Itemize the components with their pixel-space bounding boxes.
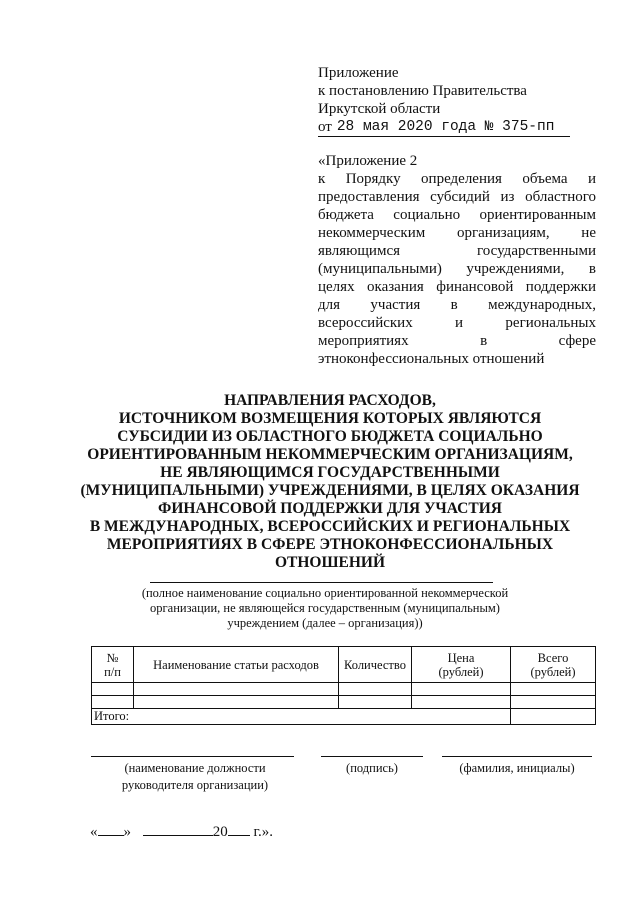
appendix-date-line xyxy=(318,118,570,137)
title-line: ИСТОЧНИКОМ ВОЗМЕЩЕНИЯ КОТОРЫХ ЯВЛЯЮТСЯ xyxy=(118,410,542,427)
title-line: ОТНОШЕНИЙ xyxy=(274,554,386,571)
table-cell[interactable] xyxy=(339,696,412,709)
year-prefix: 20 xyxy=(212,824,228,840)
table-cell[interactable] xyxy=(92,696,134,709)
year-blank[interactable] xyxy=(228,822,250,836)
table-cell[interactable] xyxy=(511,683,596,696)
date-suffix: г.». xyxy=(253,824,273,840)
appendix-2-line: этноконфессиональных отношений xyxy=(318,351,545,367)
appendix-2-line: мероприятиях в сфере xyxy=(318,333,596,349)
table-cell[interactable] xyxy=(412,683,511,696)
position-caption-line: руководителя организации) xyxy=(121,778,269,792)
header-number xyxy=(92,647,134,683)
title-line: ОРИЕНТИРОВАННЫМ НЕКОММЕРЧЕСКИМ ОРГАНИЗАЦИЯМ, xyxy=(87,446,573,463)
org-note-line: организации, не являющейся государственным (муниципальным) xyxy=(150,601,500,615)
table-row xyxy=(92,696,596,709)
position-signature-line[interactable] xyxy=(91,756,294,757)
appendix-2-line: некоммерческим организациям, не xyxy=(318,225,596,241)
header-expense-name: Наименование статьи расходов xyxy=(134,647,339,683)
header-price xyxy=(412,647,511,683)
signature-caption: (подпись) xyxy=(346,761,398,775)
name-caption: (фамилия, инициалы) xyxy=(459,761,575,775)
document-title xyxy=(80,392,580,572)
appendix-2-block xyxy=(318,152,596,368)
total-label: Итого: xyxy=(92,709,511,725)
title-line: (МУНИЦИПАЛЬНЫМИ) УЧРЕЖДЕНИЯМИ, В ЦЕЛЯХ ОКАЗАНИЯ xyxy=(80,482,580,499)
total-value-cell[interactable] xyxy=(511,709,596,725)
month-blank[interactable] xyxy=(143,822,213,836)
table-cell[interactable] xyxy=(412,696,511,709)
appendix-2-line: всероссийских и региональных xyxy=(318,315,596,331)
expenses-table xyxy=(91,646,596,725)
table-row xyxy=(92,683,596,696)
date-value: 28 мая 2020 года № 375-пп xyxy=(336,119,555,135)
header-quantity: Количество xyxy=(339,647,412,683)
appendix-2-line: «Приложение 2 xyxy=(318,153,418,169)
title-line: ФИНАНСОВОЙ ПОДДЕРЖКИ ДЛЯ УЧАСТИЯ xyxy=(158,500,502,517)
appendix-line-1: Приложение xyxy=(318,65,399,81)
header-price-unit: (рублей) xyxy=(438,664,484,679)
table-cell[interactable] xyxy=(134,683,339,696)
date-close-quote: » xyxy=(123,824,131,840)
title-line: В МЕЖДУНАРОДНЫХ, ВСЕРОССИЙСКИХ И РЕГИОНАЛЬНЫХ xyxy=(89,518,571,535)
org-note-line: учреждением (далее – организация)) xyxy=(227,616,423,630)
title-line: НАПРАВЛЕНИЯ РАСХОДОВ, xyxy=(224,392,436,409)
header-number-symbol: № xyxy=(106,650,119,665)
table-cell[interactable] xyxy=(339,683,412,696)
appendix-2-line: предоставления субсидий из областного xyxy=(318,189,596,205)
appendix-2-line: к Порядку определения объема и xyxy=(318,171,596,187)
header-price-label: Цена xyxy=(447,650,475,665)
table-total-row xyxy=(92,709,596,725)
title-line: МЕРОПРИЯТИЯХ В СФЕРЕ ЭТНОКОНФЕССИОНАЛЬНЫХ xyxy=(106,536,554,553)
appendix-line-3: Иркутской области xyxy=(318,101,441,117)
day-blank[interactable] xyxy=(98,822,124,836)
date-footer xyxy=(90,822,273,841)
header-total xyxy=(511,647,596,683)
header-total-label: Всего xyxy=(537,650,569,665)
table-header-row xyxy=(92,647,596,683)
appendix-line-2: к постановлению Правительства xyxy=(318,83,527,99)
signature-line[interactable] xyxy=(321,756,423,757)
org-name-line[interactable] xyxy=(150,582,493,583)
name-signature-line[interactable] xyxy=(442,756,592,757)
date-open-quote: « xyxy=(90,824,98,840)
header-total-unit: (рублей) xyxy=(530,664,576,679)
org-note-line: (полное наименование социально ориентированной некоммерческой xyxy=(141,586,509,600)
title-line: СУБСИДИИ ИЗ ОБЛАСТНОГО БЮДЖЕТА СОЦИАЛЬНО xyxy=(117,428,543,445)
appendix-header xyxy=(318,64,598,137)
appendix-2-line: бюджета социально ориентированным xyxy=(318,207,596,223)
table-cell[interactable] xyxy=(134,696,339,709)
appendix-2-line: (муниципальными) учреждениями, в xyxy=(318,261,596,277)
appendix-2-line: для участия в международных, xyxy=(318,297,596,313)
position-caption-line: (наименование должности xyxy=(124,761,266,775)
date-prefix: от xyxy=(318,119,332,135)
title-line: НЕ ЯВЛЯЮЩИМСЯ ГОСУДАРСТВЕННЫМИ xyxy=(160,464,500,481)
org-name-caption xyxy=(140,586,510,631)
appendix-2-line: являющимся государственными xyxy=(318,243,596,259)
position-caption xyxy=(95,760,295,794)
table-cell[interactable] xyxy=(511,696,596,709)
table-cell[interactable] xyxy=(92,683,134,696)
header-number-abbr: п/п xyxy=(104,664,121,679)
appendix-2-line: целях оказания финансовой поддержки xyxy=(318,279,596,295)
